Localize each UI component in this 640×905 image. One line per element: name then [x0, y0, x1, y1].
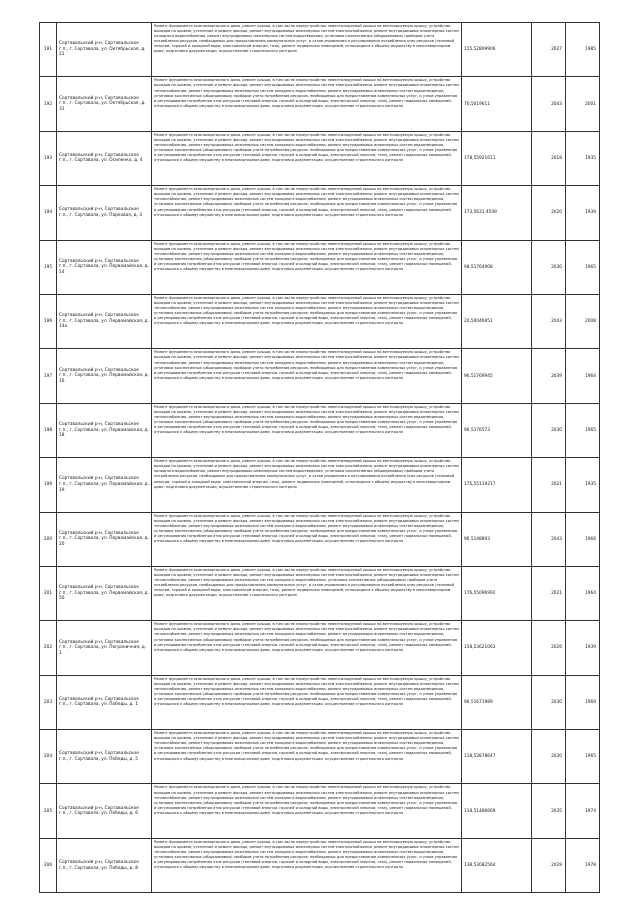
build-year: 1965 [566, 240, 600, 294]
row-number: 193 [40, 131, 57, 185]
building-address: Сортавальский р-н, Сортавальское г.п., г. Сортавала, ул. Октябрьская, д. 21 [57, 23, 152, 77]
building-address: Сортавальский р-н, Сортавальское г.п., г. Сортавала, ул. Парковая, д. 3 [57, 186, 152, 240]
row-number: 205 [40, 784, 57, 838]
build-year: 1965 [566, 403, 600, 457]
table-row [40, 566, 600, 620]
cost-value: 98,51764908 [462, 240, 532, 294]
planned-year: 2043 [532, 77, 566, 131]
repair-works-description: Ремонт фундамента многоквартирного дома, ремонт крыши, в том числе переустройство невентилируемой крыши на вентилируемую крышу, устройство выходов на кровлю, утепление и ремонт фасада, ремонт внутридомовых инженерных систем электроснабжения, ремонт внутридомовых инженерных систем теплоснабжения, ремонт внутридомовых инженерных систем холодного водоснабжения, ремонт внутридомовых инженерных систем водоотведения, установка коллективных (общедомовых) приборов учета потребления ресурсов, необходимых для предоставления коммунальных услуг, и узлов управления и регулирования потребления этих ресурсов (тепловой энергии, горячей и холодной воды, электрической энергии, газа), ремонт подвальных помещений, относящихся к общему имуществу в многоквартирном доме, подготовка документации, осуществление строительного контроля [152, 240, 462, 294]
build-year: 1965 [566, 730, 600, 784]
planned-year: 2020 [532, 186, 566, 240]
planned-year: 2026 [532, 621, 566, 675]
cost-value: 20,50046951 [462, 294, 532, 348]
repair-works-description: Ремонт фундамента многоквартирного дома, ремонт крыши, в том числе переустройство невентилируемой крыши на вентилируемую крышу, устройство выходов на кровлю, утепление и ремонт фасада, ремонт внутридомовых инженерных систем электроснабжения, ремонт внутридомовых инженерных систем холодного водоснабжения, ремонт внутридомовых инженерных систем водоотведения, установка коллективных (общедомовых) приборов учета потребления ресурсов, необходимых для предоставления коммунальных услуг, и узлов управления и регулирования потребления этих ресурсов (тепловой энергии, горячей и холодной воды, электрической энергии, газа), ремонт подвальных помещений, относящихся к общему имуществу в многоквартирном доме, подготовка документации, осуществление строительного контроля [152, 23, 462, 77]
building-address: Сортавальский р-н, Сортавальское г.п., г. Сортавала, ул. Первомайская, д. 50 [57, 566, 152, 620]
building-address: Сортавальский р-н, Сортавальское г.п., г. Сортавала, ул. Победы, д. 1 [57, 675, 152, 729]
planned-year: 2021 [532, 566, 566, 620]
build-year: 1964 [566, 349, 600, 403]
table-row [40, 294, 600, 348]
repair-works-description: Ремонт фундамента многоквартирного дома, ремонт крыши, в том числе переустройство невентилируемой крыши на вентилируемую крышу, устройство выходов на кровлю, утепление и ремонт фасада, ремонт внутридомовых инженерных систем электроснабжения, ремонт внутридомовых инженерных систем теплоснабжения, ремонт внутридомовых инженерных систем холодного водоснабжения, ремонт внутридомовых инженерных систем водоотведения, установка коллективных (общедомовых) приборов учета потребления ресурсов, необходимых для предоставления коммунальных услуг, и узлов управления и регулирования потребления этих ресурсов (тепловой энергии, горячей и холодной воды, электрической энергии, газа), ремонт подвальных помещений, относящихся к общему имуществу в многоквартирном доме, подготовка документации, осуществление строительного контроля [152, 838, 462, 892]
row-number: 202 [40, 621, 57, 675]
build-year: 1966 [566, 512, 600, 566]
build-year: 1935 [566, 131, 600, 185]
building-address: Сортавальский р-н, Сортавальское г.п., г. Сортавала, ул. Победы, д. 5 [57, 730, 152, 784]
row-number: 199 [40, 458, 57, 512]
planned-year: 2030 [532, 403, 566, 457]
program-table-page [39, 22, 599, 893]
row-number: 204 [40, 730, 57, 784]
cost-value: 96,51769945 [462, 349, 532, 403]
cost-value: 176,55096992 [462, 566, 532, 620]
planned-year: 2029 [532, 838, 566, 892]
build-year: 1939 [566, 621, 600, 675]
cost-value: 96,51671989 [462, 675, 532, 729]
table-row [40, 403, 600, 457]
build-year: 1969 [566, 675, 600, 729]
table-row [40, 23, 600, 77]
repair-works-description: Ремонт фундамента многоквартирного дома, ремонт крыши, в том числе переустройство невентилируемой крыши на вентилируемую крышу, устройство выходов на кровлю, утепление и ремонт фасада, ремонт внутридомовых инженерных систем электроснабжения, ремонт внутридомовых инженерных систем теплоснабжения, ремонт внутридомовых инженерных систем холодного водоснабжения, ремонт внутридомовых инженерных систем водоотведения, установка коллективных (общедомовых) приборов учета потребления ресурсов, необходимых для предоставления коммунальных услуг, и узлов управления и регулирования потребления этих ресурсов (тепловой энергии, горячей и холодной воды, электрической энергии, газа), ремонт подвальных помещений, относящихся к общему имуществу в многоквартирном доме, подготовка документации, осуществление строительного контроля [152, 784, 462, 838]
row-number: 192 [40, 77, 57, 131]
cost-value: 178,55921611 [462, 131, 532, 185]
planned-year: 2018 [532, 131, 566, 185]
repair-works-description: Ремонт фундамента многоквартирного дома, ремонт крыши, в том числе переустройство невентилируемой крыши на вентилируемую крышу, устройство выходов на кровлю, утепление и ремонт фасада, ремонт внутридомовых инженерных систем электроснабжения, ремонт внутридомовых инженерных систем теплоснабжения, ремонт внутридомовых инженерных систем холодного водоснабжения, ремонт внутридомовых инженерных систем водоотведения, установка коллективных (общедомовых) приборов учета потребления ресурсов, необходимых для предоставления коммунальных услуг, и узлов управления и регулирования потребления этих ресурсов (тепловой энергии, горячей и холодной воды, электрической энергии, газа), ремонт подвальных помещений, относящихся к общему имуществу в многоквартирном доме, подготовка документации, осуществление строительного контроля [152, 131, 462, 185]
cost-value: 118,53878647 [462, 730, 532, 784]
table-row [40, 240, 600, 294]
table-row [40, 131, 600, 185]
row-number: 195 [40, 240, 57, 294]
planned-year: 2043 [532, 512, 566, 566]
row-number: 203 [40, 675, 57, 729]
planned-year: 2030 [532, 675, 566, 729]
planned-year: 2021 [532, 458, 566, 512]
repair-works-description: Ремонт фундамента многоквартирного дома, ремонт крыши, в том числе переустройство невентилируемой крыши на вентилируемую крышу, устройство выходов на кровлю, утепление и ремонт фасада, ремонт внутридомовых инженерных систем электроснабжения, ремонт внутридомовых инженерных систем теплоснабжения, ремонт внутридомовых инженерных систем холодного водоснабжения, ремонт внутридомовых инженерных систем водоотведения, установка коллективных (общедомовых) приборов учета потребления ресурсов, необходимых для предоставления коммунальных услуг, и узлов управления и регулирования потребления этих ресурсов (тепловой энергии, горячей и холодной воды, электрической энергии, газа), ремонт подвальных помещений, относящихся к общему имуществу в многоквартирном доме, подготовка документации, осуществление строительного контроля [152, 675, 462, 729]
row-number: 196 [40, 294, 57, 348]
table-body [40, 23, 600, 893]
repair-works-description: Ремонт фундамента многоквартирного дома, ремонт крыши, в том числе переустройство невентилируемой крыши на вентилируемую крышу, устройство выходов на кровлю, утепление и ремонт фасада, ремонт внутридомовых инженерных систем электроснабжения, ремонт внутридомовых инженерных систем теплоснабжения, ремонт внутридомовых инженерных систем холодного водоснабжения, ремонт внутридомовых инженерных систем водоотведения, установка коллективных (общедомовых) приборов учета потребления ресурсов, необходимых для предоставления коммунальных услуг, и узлов управления и регулирования потребления этих ресурсов (тепловой энергии, горячей и холодной воды, электрической энергии, газа), ремонт подвальных помещений, относящихся к общему имуществу в многоквартирном доме, подготовка документации, осуществление строительного контроля [152, 294, 462, 348]
repair-works-description: Ремонт фундамента многоквартирного дома, ремонт крыши, в том числе переустройство невентилируемой крыши на вентилируемую крышу, устройство выходов на кровлю, утепление и ремонт фасада, ремонт внутридомовых инженерных систем электроснабжения, ремонт внутридомовых инженерных систем теплоснабжения, ремонт внутридомовых инженерных систем холодного водоснабжения, ремонт внутридомовых инженерных систем водоотведения, установка коллективных (общедомовых) приборов учета потребления ресурсов, необходимых для предоставления коммунальных услуг, и узлов управления и регулирования потребления этих ресурсов (тепловой энергии, горячей и холодной воды, электрической энергии, газа), ремонт подвальных помещений, относящихся к общему имуществу в многоквартирном доме, подготовка документации, осуществление строительного контроля [152, 349, 462, 403]
building-address: Сортавальский р-н, Сортавальское г.п., г. Сортавала, ул. Первомайская, д. 14а [57, 294, 152, 348]
building-address: Сортавальский р-н, Сортавальское г.п., г. Сортавала, ул. Победы, д. 6 [57, 784, 152, 838]
building-address: Сортавальский р-н, Сортавальское г.п., г. Сортавала, ул. Октябрьская, д. 31 [57, 77, 152, 131]
repair-works-description: Ремонт фундамента многоквартирного дома, ремонт крыши, в том числе переустройство невентилируемой крыши на вентилируемую крышу, устройство выходов на кровлю, утепление и ремонт фасада, ремонт внутридомовых инженерных систем электроснабжения, ремонт внутридомовых инженерных систем теплоснабжения, ремонт внутридомовых инженерных систем холодного водоснабжения, установка коллективных (общедомовых) приборов учета потребления ресурсов, необходимых для предоставления коммунальных услуг, и узлов управления и регулирования потребления этих ресурсов (тепловой энергии, горячей и холодной воды, электрической энергии, газа), ремонт подвальных помещений, относящихся к общему имуществу в многоквартирном доме, подготовка документации, осуществление строительного контроля [152, 566, 462, 620]
table-row [40, 621, 600, 675]
cost-value: 158,53621063 [462, 621, 532, 675]
building-address: Сортавальский р-н, Сортавальское г.п., г. Сортавала, ул. Победы, д. 8 [57, 838, 152, 892]
building-address: Сортавальский р-н, Сортавальское г.п., г. Сортавала, ул. Осипенко, д. 4 [57, 131, 152, 185]
row-number: 197 [40, 349, 57, 403]
cost-value: 138,53082564 [462, 838, 532, 892]
build-year: 1964 [566, 566, 600, 620]
row-number: 206 [40, 838, 57, 892]
planned-year: 2027 [532, 23, 566, 77]
repair-works-description: Ремонт фундамента многоквартирного дома, ремонт крыши, в том числе переустройство невентилируемой крыши на вентилируемую крышу, устройство выходов на кровлю, утепление и ремонт фасада, ремонт внутридомовых инженерных систем электроснабжения, ремонт внутридомовых инженерных систем теплоснабжения, ремонт внутридомовых инженерных систем холодного водоснабжения, ремонт внутридомовых инженерных систем водоотведения, установка коллективных (общедомовых) приборов учета потребления ресурсов, необходимых для предоставления коммунальных услуг, и узлов управления и регулирования потребления этих ресурсов (тепловой энергии, горячей и холодной воды, электрической энергии, газа), ремонт подвальных помещений, относящихся к общему имуществу в многоквартирном доме, подготовка документации, осуществление строительного контроля [152, 730, 462, 784]
row-number: 198 [40, 403, 57, 457]
repair-works-description: Ремонт фундамента многоквартирного дома, ремонт крыши, в том числе переустройство невентилируемой крыши на вентилируемую крышу, устройство выходов на кровлю, утепление и ремонт фасада, ремонт внутридомовых инженерных систем электроснабжения, ремонт внутридомовых инженерных систем теплоснабжения, ремонт внутридомовых инженерных систем холодного водоснабжения, ремонт внутридомовых инженерных систем водоотведения, установка коллективных (общедомовых) приборов учета потребления ресурсов, необходимых для предоставления коммунальных услуг, и узлов управления и регулирования потребления этих ресурсов (тепловой энергии, горячей и холодной воды, электрической энергии, газа), ремонт подвальных помещений, относящихся к общему имуществу в многоквартирном доме, подготовка документации, осуществление строительного контроля [152, 77, 462, 131]
cost-value: 96,5176573 [462, 403, 532, 457]
table-row [40, 349, 600, 403]
cost-value: 155,52809906 [462, 23, 532, 77]
planned-year: 2043 [532, 294, 566, 348]
planned-year: 2030 [532, 730, 566, 784]
building-address: Сортавальский р-н, Сортавальское г.п., г. Сортавала, ул. Первомайская, д. 18 [57, 403, 152, 457]
repair-works-description: Ремонт фундамента многоквартирного дома, ремонт крыши, в том числе переустройство невентилируемой крыши на вентилируемую крышу, устройство выходов на кровлю, утепление и ремонт фасада, ремонт внутридомовых инженерных систем электроснабжения, ремонт внутридомовых инженерных систем теплоснабжения, ремонт внутридомовых инженерных систем холодного водоснабжения, ремонт внутридомовых инженерных систем водоотведения, установка коллективных (общедомовых) приборов учета потребления ресурсов, необходимых для предоставления коммунальных услуг, и узлов управления и регулирования потребления этих ресурсов (тепловой энергии, горячей и холодной воды, электрической энергии, газа), ремонт подвальных помещений, относящихся к общему имуществу в многоквартирном доме, подготовка документации, осуществление строительного контроля [152, 621, 462, 675]
building-address: Сортавальский р-н, Сортавальское г.п., г. Сортавала, ул. Пограничная, д. 1 [57, 621, 152, 675]
build-year: 1974 [566, 784, 600, 838]
table-row [40, 838, 600, 892]
building-address: Сортавальский р-н, Сортавальское г.п., г. Сортавала, ул. Первомайская, д. 20 [57, 512, 152, 566]
cost-value: 173,5631 4549 [462, 186, 532, 240]
build-year: 1978 [566, 838, 600, 892]
row-number: 200 [40, 512, 57, 566]
repair-works-description: Ремонт фундамента многоквартирного дома, ремонт крыши, в том числе переустройство невентилируемой крыши на вентилируемую крышу, устройство выходов на кровлю, утепление и ремонт фасада, ремонт внутридомовых инженерных систем электроснабжения, ремонт внутридомовых инженерных систем теплоснабжения, ремонт внутридомовых инженерных систем холодного водоснабжения, ремонт внутридомовых инженерных систем водоотведения, установка коллективных (общедомовых) приборов учета потребления ресурсов, необходимых для предоставления коммунальных услуг, и узлов управления и регулирования потребления этих ресурсов (тепловой энергии, горячей и холодной воды, электрической энергии, газа), ремонт подвальных помещений, относящихся к общему имуществу в многоквартирном доме, подготовка документации, осуществление строительного контроля [152, 512, 462, 566]
building-address: Сортавальский р-н, Сортавальское г.п., г. Сортавала, ул. Первомайская, д. 16 [57, 349, 152, 403]
planned-year: 2030 [532, 240, 566, 294]
build-year: 1935 [566, 458, 600, 512]
cost-value: 70,5019611 [462, 77, 532, 131]
table-row [40, 77, 600, 131]
row-number: 191 [40, 23, 57, 77]
cost-value: 96,5148893 [462, 512, 532, 566]
table-row [40, 784, 600, 838]
build-year: 2001 [566, 77, 600, 131]
build-year: 2008 [566, 294, 600, 348]
repair-works-description: Ремонт фундамента многоквартирного дома, ремонт крыши, в том числе переустройство невентилируемой крыши на вентилируемую крышу, устройство выходов на кровлю, утепление и ремонт фасада, ремонт внутридомовых инженерных систем электроснабжения, ремонт внутридомовых инженерных систем теплоснабжения, ремонт внутридомовых инженерных систем холодного водоснабжения, ремонт внутридомовых инженерных систем водоотведения, установка коллективных (общедомовых) приборов учета потребления ресурсов, необходимых для предоставления коммунальных услуг, и узлов управления и регулирования потребления этих ресурсов (тепловой энергии, горячей и холодной воды, электрической энергии, газа), ремонт подвальных помещений, относящихся к общему имуществу в многоквартирном доме, подготовка документации, осуществление строительного контроля [152, 403, 462, 457]
building-address: Сортавальский р-н, Сортавальское г.п., г. Сортавала, ул. Первомайская, д. 14 [57, 240, 152, 294]
table-row [40, 186, 600, 240]
build-year: 1985 [566, 23, 600, 77]
row-number: 194 [40, 186, 57, 240]
table-row [40, 730, 600, 784]
repair-works-description: Ремонт фундамента многоквартирного дома, ремонт крыши, в том числе переустройство невентилируемой крыши на вентилируемую крышу, устройство выходов на кровлю, утепление и ремонт фасада, ремонт внутридомовых инженерных систем электроснабжения, ремонт внутридомовых инженерных систем теплоснабжения, ремонт внутридомовых инженерных систем холодного водоснабжения, ремонт внутридомовых инженерных систем водоотведения, установка коллективных (общедомовых) приборов учета потребления ресурсов, необходимых для предоставления коммунальных услуг, и узлов управления и регулирования потребления этих ресурсов (тепловой энергии, горячей и холодной воды, электрической энергии, газа), ремонт подвальных помещений, относящихся к общему имуществу в многоквартирном доме, подготовка документации, осуществление строительного контроля [152, 186, 462, 240]
building-address: Сортавальский р-н, Сортавальское г.п., г. Сортавала, ул. Первомайская, д. 19 [57, 458, 152, 512]
table-row [40, 675, 600, 729]
planned-year: 2039 [532, 349, 566, 403]
table-row [40, 458, 600, 512]
planned-year: 2035 [532, 784, 566, 838]
cost-value: 175,55119217 [462, 458, 532, 512]
row-number: 201 [40, 566, 57, 620]
repair-works-description: Ремонт фундамента многоквартирного дома, ремонт крыши, в том числе переустройство невентилируемой крыши на вентилируемую крышу, устройство выходов на кровлю, утепление и ремонт фасада, ремонт внутридомовых инженерных систем электроснабжения, ремонт внутридомовых инженерных систем холодного водоснабжения, ремонт внутридомовых инженерных систем водоотведения, установка коллективных (общедомовых) приборов учета потребления ресурсов, необходимых для предоставления коммунальных услуг, и узлов управления и регулирования потребления этих ресурсов (тепловой энергии, горячей и холодной воды, электрической энергии, газа), ремонт подвальных помещений, относящихся к общему имуществу в многоквартирном доме, подготовка документации, осуществление строительного контроля [152, 458, 462, 512]
build-year: 1939 [566, 186, 600, 240]
table-row [40, 512, 600, 566]
cost-value: 118,51486669 [462, 784, 532, 838]
capital-repair-table [39, 22, 600, 893]
